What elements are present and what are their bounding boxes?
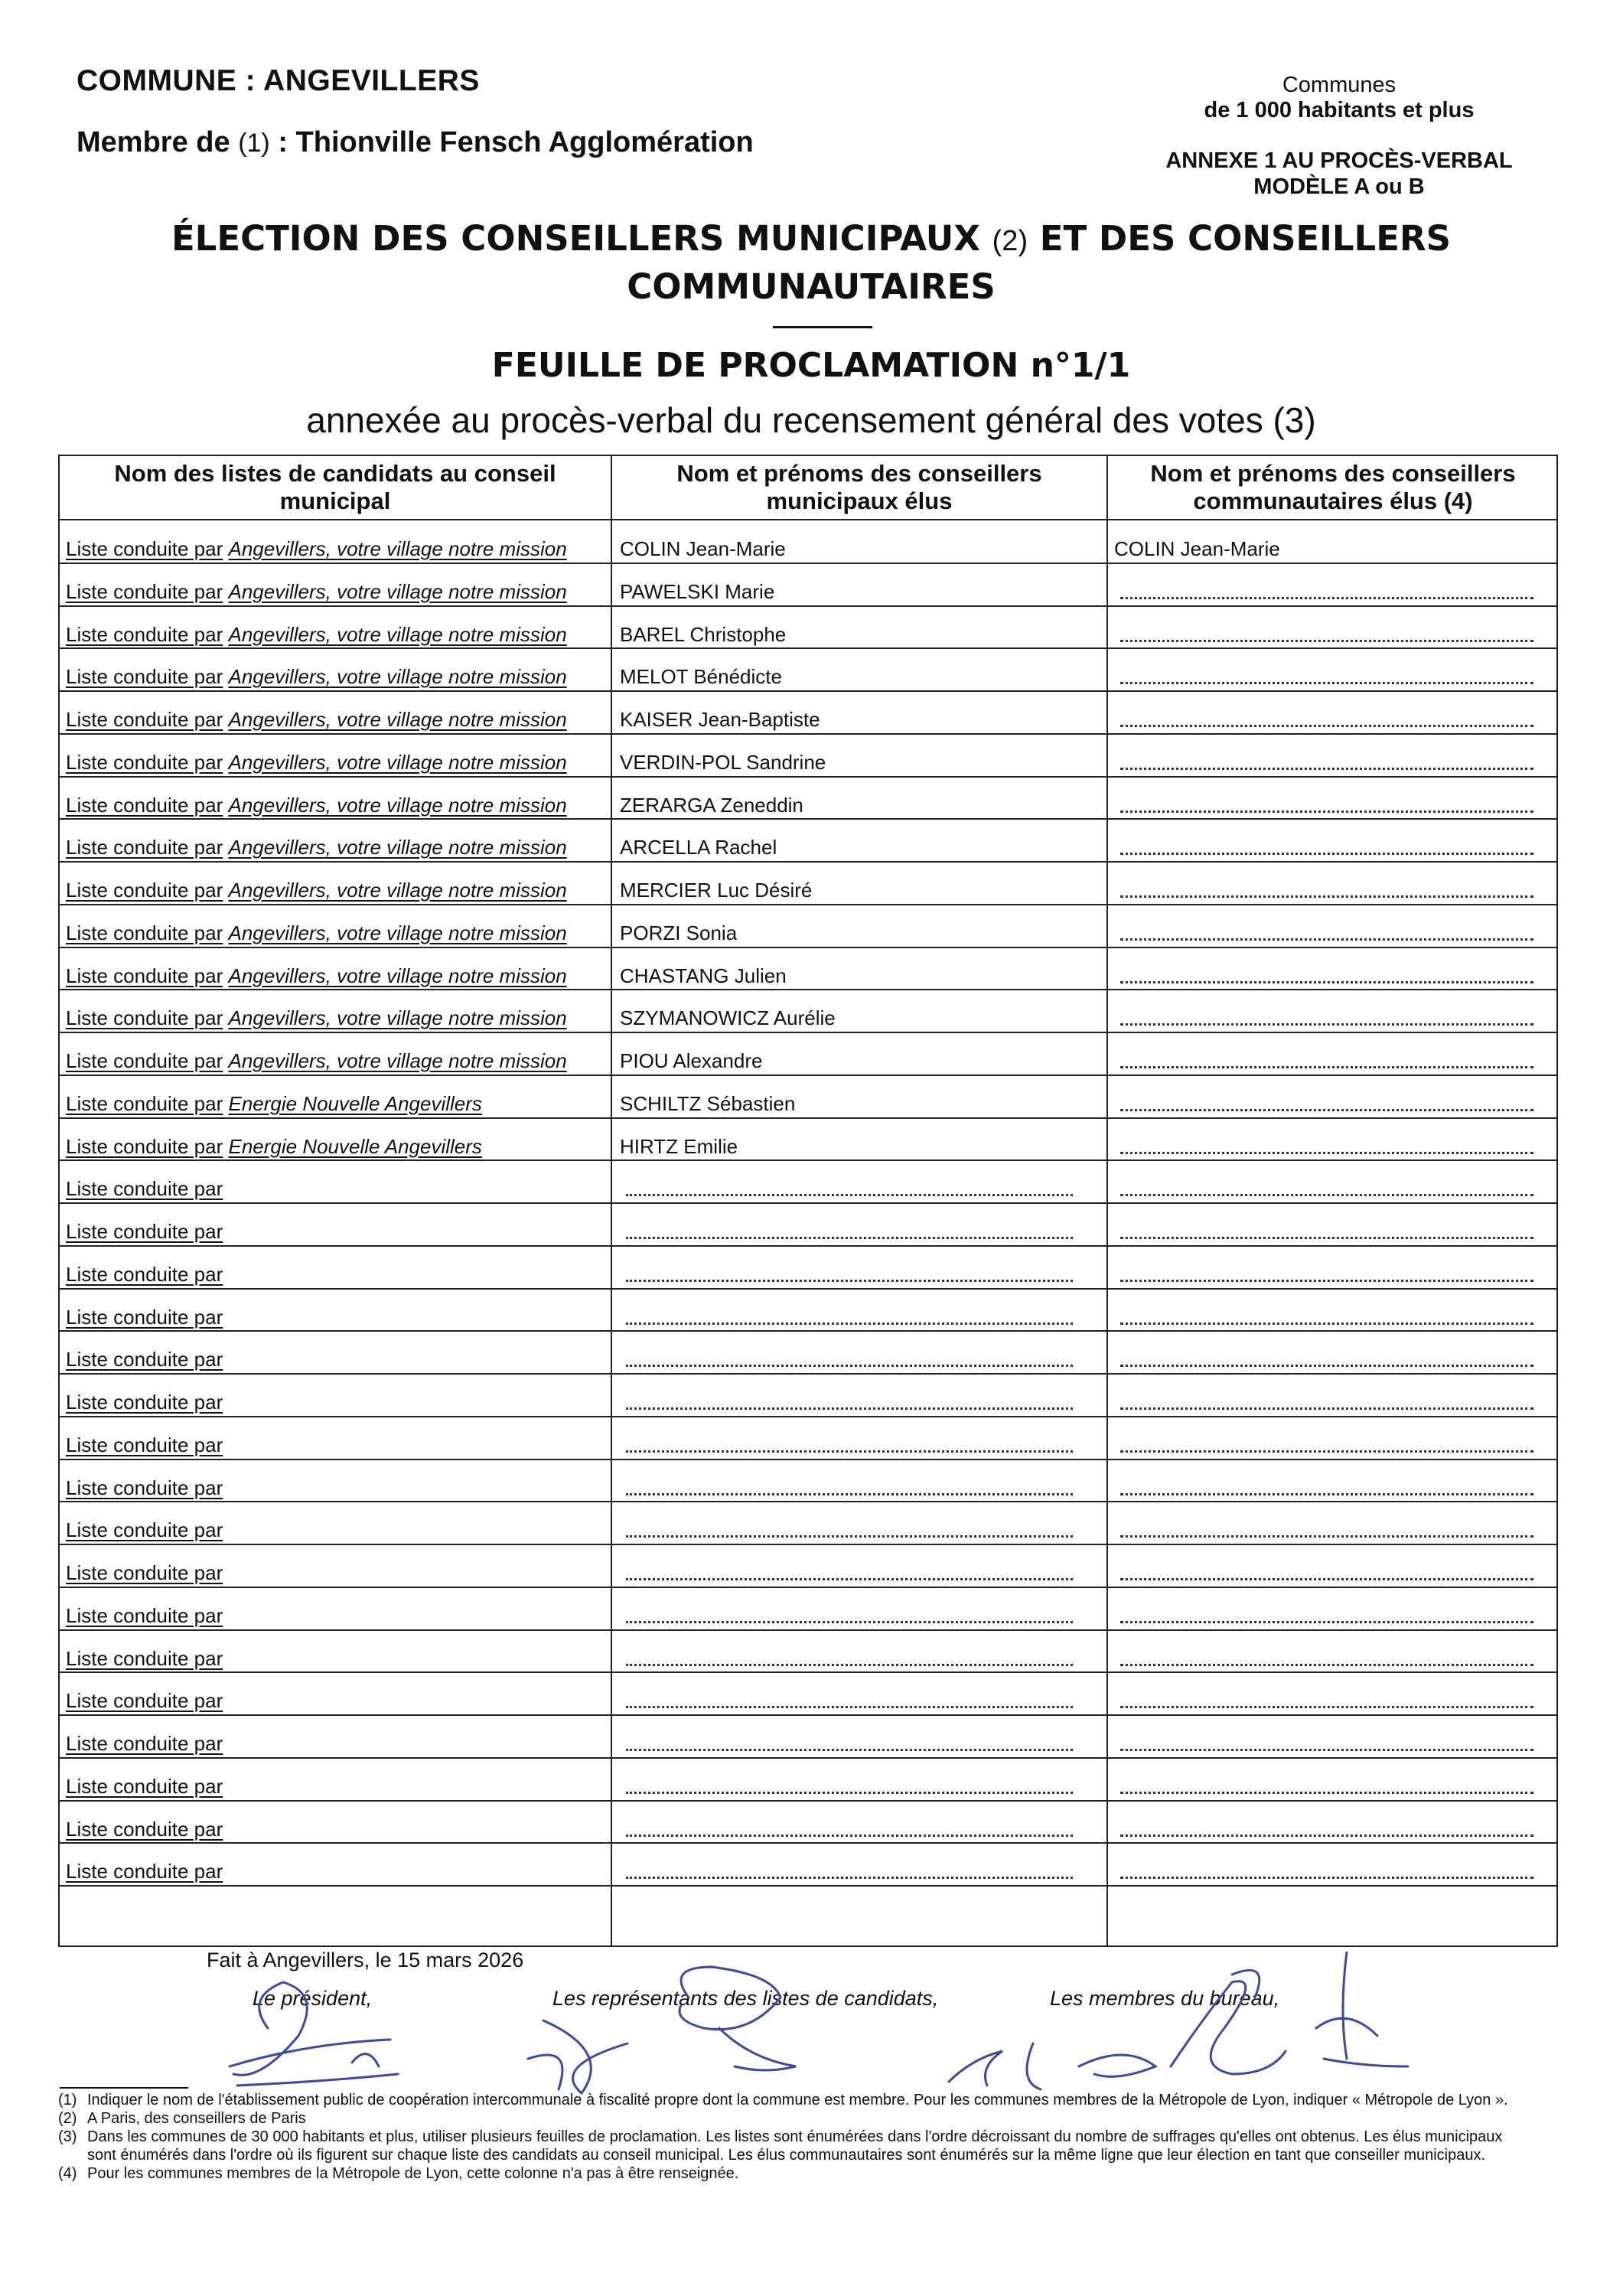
dotted-blank-line: [1120, 1706, 1533, 1708]
liste-prefix: Liste conduite par: [66, 750, 223, 774]
cell-liste: [66, 905, 609, 947]
cell-communautaire: [1114, 1374, 1550, 1416]
liste-prefix: Liste conduite par: [66, 1220, 223, 1243]
liste-prefix: Liste conduite par: [66, 622, 223, 646]
cell-municipal: [620, 1289, 1079, 1331]
liste-prefix: Liste conduite par: [66, 537, 223, 560]
cell-communautaire: [1114, 777, 1550, 819]
table-row: [60, 1843, 1556, 1886]
dotted-blank-line: [1120, 1322, 1533, 1325]
dotted-blank-line: [1120, 1407, 1533, 1410]
cell-liste: [66, 1160, 609, 1202]
cell-liste: [66, 947, 609, 990]
table-row: [60, 1502, 1556, 1544]
footnote-number: (2): [58, 2110, 77, 2127]
cell-communautaire: [1114, 990, 1550, 1032]
table-row: [60, 1630, 1556, 1673]
footnote-number: (1): [58, 2092, 77, 2108]
footnote-rule: [60, 2087, 188, 2089]
cell-liste: [66, 1203, 609, 1245]
liste-prefix: Liste conduite par: [66, 1433, 223, 1456]
table-row: [60, 947, 1556, 990]
row-divider: [612, 1885, 1106, 1887]
cell-communautaire: [1114, 1417, 1550, 1459]
cell-municipal: [620, 1417, 1079, 1459]
cell-communautaire: [1114, 606, 1550, 648]
liste-prefix: Liste conduite par: [66, 1177, 223, 1201]
liste-name: Angevillers, votre village notre mission: [228, 1049, 567, 1072]
cell-liste: [66, 1715, 609, 1757]
liste-prefix: Liste conduite par: [66, 579, 223, 603]
cell-communautaire: [1114, 1118, 1550, 1160]
cell-communautaire: [1114, 1459, 1550, 1502]
annexe-line2: MODÈLE A ou B: [1253, 174, 1425, 199]
cell-municipal: BAREL Christophe: [620, 622, 787, 646]
cell-municipal: [620, 1672, 1079, 1714]
table-row: [60, 606, 1556, 649]
liste-name: Angevillers, votre village notre mission: [228, 622, 567, 646]
dotted-blank-line: [626, 1835, 1073, 1837]
signature-bureau-1: [949, 2043, 1041, 2089]
dotted-blank-line: [1120, 1493, 1533, 1495]
cell-communautaire: [1114, 1502, 1550, 1544]
cell-communautaire: [1114, 1032, 1550, 1075]
dotted-blank-line: [1120, 682, 1533, 684]
dotted-blank-line: [1120, 1664, 1533, 1666]
cell-municipal: CHASTANG Julien: [620, 964, 787, 987]
representants-label: Les représentants des listes de candidats,: [552, 1987, 939, 2010]
footnote-text: Dans les communes de 30 000 habitants et plus, utiliser plusieurs feuilles de proclamation. Les listes sont énumérées dans l'ordre décroissant du nombre de suffrages qu'elles ont obtenus. Les élus municipaux: [87, 2128, 1503, 2145]
liste-prefix: Liste conduite par: [66, 1134, 223, 1158]
title-line1-b: ET DES CONSEILLERS: [1039, 218, 1452, 259]
cell-liste: [66, 648, 609, 690]
signature-representant-2: [680, 1967, 796, 2070]
president-label: Le président,: [253, 1987, 373, 2010]
cell-municipal: [620, 1459, 1079, 1502]
table-row: [60, 1289, 1556, 1332]
dotted-blank-line: [1120, 1877, 1533, 1879]
cell-liste: [66, 734, 609, 776]
dotted-blank-line: [1120, 1066, 1533, 1068]
footnote-number: (4): [58, 2165, 77, 2182]
liste-prefix: Liste conduite par: [66, 1860, 223, 1883]
liste-prefix: Liste conduite par: [66, 1049, 223, 1072]
cell-liste: [66, 1075, 609, 1117]
cell-liste: [66, 1630, 609, 1672]
table-row: [60, 819, 1556, 862]
dotted-blank-line: [1120, 1749, 1533, 1751]
cell-municipal: [620, 1758, 1079, 1800]
cell-municipal: [620, 1502, 1079, 1544]
cell-communautaire: [1114, 1672, 1550, 1714]
dotted-blank-line: [626, 1706, 1073, 1708]
cell-communautaire: [1114, 862, 1550, 904]
title-divider: [773, 326, 872, 328]
dotted-blank-line: [1120, 1792, 1533, 1794]
cell-municipal: [620, 1630, 1079, 1672]
liste-prefix: Liste conduite par: [66, 1561, 223, 1584]
dotted-blank-line: [626, 1749, 1073, 1751]
cell-municipal: HIRTZ Emilie: [620, 1134, 738, 1158]
dotted-blank-line: [626, 1792, 1073, 1794]
table-row: [60, 1715, 1556, 1758]
table-row: [60, 1160, 1556, 1203]
liste-prefix: Liste conduite par: [66, 1817, 223, 1841]
cell-liste: [66, 520, 609, 563]
cell-municipal: PORZI Sonia: [620, 921, 738, 944]
cell-municipal: [620, 1801, 1079, 1843]
cell-communautaire: [1114, 1801, 1550, 1843]
table-row: [60, 1801, 1556, 1844]
liste-name: Angevillers, votre village notre mission: [228, 1006, 567, 1030]
cell-municipal: [620, 1160, 1079, 1202]
cell-liste: [66, 1289, 609, 1331]
membre-line: [77, 126, 754, 159]
cell-communautaire: [1114, 1630, 1550, 1672]
cell-municipal: MERCIER Luc Désiré: [620, 879, 813, 902]
col-header-municipaux: Nom et prénoms des conseillers municipaux élus: [676, 460, 1042, 514]
liste-name: Angevillers, votre village notre mission: [228, 750, 567, 774]
footnote-4: [58, 2164, 1573, 2183]
liste-name: Energie Nouvelle Angevillers: [228, 1091, 482, 1115]
dotted-blank-line: [626, 1877, 1073, 1879]
table-row: [60, 905, 1556, 947]
liste-name: Angevillers, votre village notre mission: [228, 579, 567, 603]
table-row: [60, 777, 1556, 820]
cell-communautaire: [1114, 691, 1550, 733]
cell-municipal: ZERARGA Zeneddin: [620, 793, 803, 817]
liste-prefix: Liste conduite par: [66, 1603, 223, 1627]
dotted-blank-line: [626, 1280, 1073, 1282]
footnote-text: Pour les communes membres de la Métropole de Lyon, cette colonne n'a pas à être renseignée.: [87, 2165, 739, 2182]
cell-communautaire: [1114, 563, 1550, 605]
dotted-blank-line: [1120, 853, 1533, 855]
footnote-1: [58, 2091, 1573, 2109]
cell-liste: [66, 1843, 609, 1885]
liste-prefix: Liste conduite par: [66, 1732, 223, 1755]
dotted-blank-line: [1120, 1365, 1533, 1367]
dotted-blank-line: [1120, 1621, 1533, 1623]
dotted-blank-line: [1120, 1152, 1533, 1154]
dotted-blank-line: [626, 1664, 1073, 1666]
liste-prefix: Liste conduite par: [66, 1476, 223, 1499]
table-row: [60, 734, 1556, 777]
table-row: [60, 862, 1556, 905]
row-divider: [60, 1885, 611, 1887]
cell-communautaire: [1114, 1331, 1550, 1373]
dotted-blank-line: [1120, 1109, 1533, 1111]
cell-communautaire: [1114, 734, 1550, 776]
liste-name: Angevillers, votre village notre mission: [228, 879, 567, 902]
cell-liste: [66, 1032, 609, 1075]
document-title: [153, 216, 1469, 310]
dotted-blank-line: [626, 1621, 1073, 1623]
table-row: [60, 1459, 1556, 1502]
cell-liste: [66, 1758, 609, 1800]
dotted-blank-line: [1120, 1578, 1533, 1580]
cell-communautaire: [1114, 1246, 1550, 1288]
cell-communautaire: [1114, 1587, 1550, 1629]
col-header-communautaires: Nom et prénoms des conseillers communautaires élus (4): [1150, 460, 1516, 514]
liste-prefix: Liste conduite par: [66, 708, 223, 731]
cell-communautaire: [1114, 1715, 1550, 1757]
dotted-blank-line: [626, 1322, 1073, 1325]
dotted-blank-line: [1120, 895, 1533, 898]
signature-representant-1: [528, 2020, 627, 2093]
liste-prefix: Liste conduite par: [66, 1091, 223, 1115]
cell-municipal: [620, 1715, 1079, 1757]
cell-municipal: [620, 1587, 1079, 1629]
liste-prefix: Liste conduite par: [66, 879, 223, 902]
liste-prefix: Liste conduite par: [66, 1689, 223, 1713]
liste-name: Angevillers, votre village notre mission: [228, 836, 567, 859]
footnote-number: (3): [58, 2128, 77, 2145]
dotted-blank-line: [1120, 768, 1533, 770]
dotted-blank-line: [626, 1493, 1073, 1495]
cell-municipal: [620, 1544, 1079, 1587]
dotted-blank-line: [1120, 1835, 1533, 1837]
cell-communautaire: [1114, 905, 1550, 947]
cell-communautaire: [1114, 1843, 1550, 1885]
cell-communautaire: [1114, 1758, 1550, 1800]
cell-municipal: KAISER Jean-Baptiste: [620, 708, 820, 731]
cell-communautaire: [1114, 1160, 1550, 1202]
table-row: [60, 1331, 1556, 1374]
cell-municipal: VERDIN-POL Sandrine: [620, 750, 826, 774]
feuille-title: FEUILLE DE PROCLAMATION n°1/1: [491, 346, 1131, 385]
liste-name: Angevillers, votre village notre mission: [228, 921, 567, 944]
cell-municipal: [620, 1331, 1079, 1373]
table-row: [60, 648, 1556, 691]
cell-municipal: SZYMANOWICZ Aurélie: [620, 1006, 836, 1030]
cell-liste: [66, 1331, 609, 1373]
col-header-listes: Nom des listes de candidats au conseil municipal: [114, 460, 556, 514]
cell-municipal: [620, 1843, 1079, 1885]
liste-name: Angevillers, votre village notre mission: [228, 665, 567, 689]
cell-municipal: [620, 1374, 1079, 1416]
footnote-text: Indiquer le nom de l'établissement public de coopération intercommunale à fiscalité propre dont la commune est membre. Pour les communes membres de la Métropole de Lyon, indiquer « Métropole de Lyon ».: [87, 2092, 1508, 2108]
signature-bureau-3: [1232, 1952, 1408, 2066]
cell-liste: [66, 1587, 609, 1629]
annexe-line1: ANNEXE 1 AU PROCÈS-VERBAL: [1165, 148, 1513, 173]
cell-liste: [66, 777, 609, 819]
dotted-blank-line: [1120, 640, 1533, 642]
cell-liste: [66, 563, 609, 605]
table-row: [60, 563, 1556, 606]
cell-liste: [66, 862, 609, 904]
cell-communautaire: [1114, 1544, 1550, 1587]
table-row: [60, 990, 1556, 1032]
cell-liste: [66, 606, 609, 648]
cell-liste: [66, 1801, 609, 1843]
dotted-blank-line: [1120, 1535, 1533, 1538]
table-row: [60, 1587, 1556, 1630]
dotted-blank-line: [626, 1365, 1073, 1367]
table-row: [60, 1032, 1556, 1075]
proclamation-table: [58, 455, 1558, 1947]
liste-prefix: Liste conduite par: [66, 921, 223, 944]
liste-name: Angevillers, votre village notre mission: [228, 793, 567, 817]
liste-prefix: Liste conduite par: [66, 1774, 223, 1798]
membre-note: (1): [238, 129, 270, 158]
liste-prefix: Liste conduite par: [66, 836, 223, 859]
cell-liste: [66, 1459, 609, 1502]
liste-prefix: Liste conduite par: [66, 665, 223, 689]
cell-communautaire: [1114, 819, 1550, 861]
fait-a-line: Fait à Angevillers, le 15 mars 2026: [207, 1949, 524, 1971]
cell-communautaire: [1114, 1203, 1550, 1245]
cell-municipal: [620, 1203, 1079, 1245]
liste-prefix: Liste conduite par: [66, 1348, 223, 1371]
dotted-blank-line: [1120, 938, 1533, 941]
title-line2: COMMUNAUTAIRES: [627, 266, 996, 307]
dotted-blank-line: [1120, 725, 1533, 727]
dotted-blank-line: [1120, 597, 1533, 599]
dotted-blank-line: [1120, 1023, 1533, 1026]
cell-liste: [66, 691, 609, 733]
communes-label: Communes: [1282, 73, 1396, 97]
cell-communautaire: [1114, 1075, 1550, 1117]
habitants-label: de 1 000 habitants et plus: [1204, 98, 1475, 122]
cell-liste: [66, 990, 609, 1032]
table-row: [60, 1672, 1556, 1715]
dotted-blank-line: [626, 1535, 1073, 1538]
liste-name: Energie Nouvelle Angevillers: [228, 1134, 482, 1158]
annexe-label: [1110, 148, 1569, 200]
cell-communautaire: [1114, 1289, 1550, 1331]
table-row: [60, 1118, 1556, 1161]
cell-liste: [66, 1246, 609, 1288]
cell-municipal: SCHILTZ Sébastien: [620, 1091, 796, 1115]
title-note: (2): [992, 225, 1028, 257]
cell-liste: [66, 1672, 609, 1714]
dotted-blank-line: [1120, 981, 1533, 983]
liste-prefix: Liste conduite par: [66, 1646, 223, 1670]
signature-president: [230, 1982, 398, 2086]
liste-prefix: Liste conduite par: [66, 1305, 223, 1329]
title-line1-a: ÉLECTION DES CONSEILLERS MUNICIPAUX: [171, 218, 980, 259]
cell-municipal: PIOU Alexandre: [620, 1049, 763, 1072]
table-row: [60, 1203, 1556, 1246]
footnote-text: A Paris, des conseillers de Paris: [87, 2110, 306, 2127]
cell-liste: [66, 1374, 609, 1416]
membre-value: : Thionville Fensch Agglomération: [278, 126, 754, 158]
dotted-blank-line: [626, 1237, 1073, 1239]
dotted-blank-line: [626, 1578, 1073, 1580]
cell-municipal: [620, 1246, 1079, 1288]
cell-liste: [66, 1544, 609, 1587]
liste-prefix: Liste conduite par: [66, 1518, 223, 1542]
commune-title: COMMUNE : ANGEVILLERS: [77, 64, 480, 97]
liste-prefix: Liste conduite par: [66, 793, 223, 817]
dotted-blank-line: [1120, 1194, 1533, 1196]
liste-prefix: Liste conduite par: [66, 964, 223, 987]
cell-communautaire: COLIN Jean-Marie: [1114, 537, 1280, 560]
liste-prefix: Liste conduite par: [66, 1006, 223, 1030]
dotted-blank-line: [1120, 1280, 1533, 1282]
dotted-blank-line: [626, 1450, 1073, 1453]
cell-municipal: PAWELSKI Marie: [620, 579, 775, 603]
row-divider: [1108, 1885, 1558, 1887]
liste-prefix: Liste conduite par: [66, 1262, 223, 1286]
dotted-blank-line: [626, 1407, 1073, 1410]
footnote-3: [58, 2128, 1573, 2164]
cell-municipal: COLIN Jean-Marie: [620, 537, 786, 560]
dotted-blank-line: [626, 1194, 1073, 1196]
liste-name: Angevillers, votre village notre mission: [228, 964, 567, 987]
cell-liste: [66, 1118, 609, 1160]
cell-municipal: MELOT Bénédicte: [620, 665, 782, 689]
table-row: [60, 1544, 1556, 1587]
membre-prefix: Membre de: [77, 126, 230, 158]
dotted-blank-line: [1120, 810, 1533, 813]
dotted-blank-line: [1120, 1237, 1533, 1239]
footnote-2: [58, 2109, 1573, 2128]
cell-communautaire: [1114, 648, 1550, 690]
table-row: [60, 1075, 1556, 1118]
liste-name: Angevillers, votre village notre mission: [228, 537, 567, 560]
footnote-text-cont: sont énumérés dans l'ordre où ils figurent sur chaque liste des candidats au conseil municipal. Les élus communautaires sont énumérés sur la même ligne que leur élection en tant que conseiller municipaux.: [87, 2147, 1486, 2164]
cell-communautaire: [1114, 947, 1550, 990]
liste-name: Angevillers, votre village notre mission: [228, 708, 567, 731]
table-row: [60, 1758, 1556, 1801]
cell-liste: [66, 1417, 609, 1459]
subtitle: annexée au procès-verbal du recensement général des votes (3): [306, 400, 1316, 440]
table-row: [60, 1246, 1556, 1289]
table-row: [60, 1374, 1556, 1417]
cell-liste: [66, 1502, 609, 1544]
table-row: [60, 691, 1556, 734]
cell-municipal: ARCELLA Rachel: [620, 836, 777, 859]
table-row: [60, 520, 1556, 563]
liste-prefix: Liste conduite par: [66, 1391, 223, 1414]
membres-label: Les membres du bureau,: [1050, 1987, 1280, 2010]
dotted-blank-line: [1120, 1450, 1533, 1453]
table-row: [60, 1417, 1556, 1459]
cell-liste: [66, 819, 609, 861]
handwritten-signatures: [214, 1952, 1454, 2105]
